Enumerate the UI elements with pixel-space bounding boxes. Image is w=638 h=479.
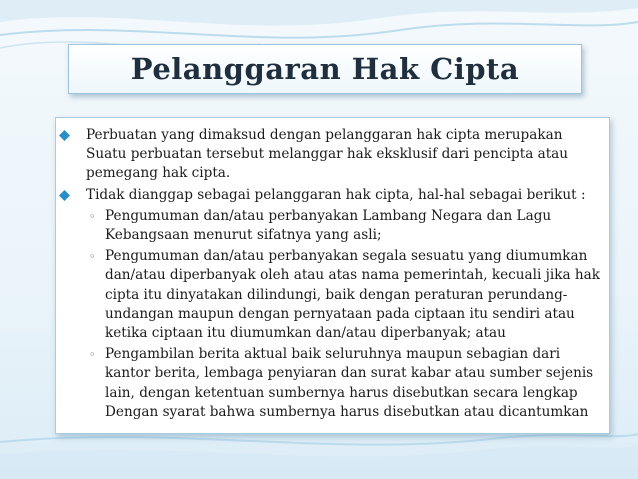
bullet-text-line: ketika ciptaan itu diumumkan dan/atau diperbanyak; atau [105, 324, 506, 341]
bullet-text-line: cipta itu dinyatakan dilindungi, baik dengan peraturan perundang- [105, 286, 568, 303]
bullet-text-line: Suatu perbuatan tersebut melanggar hak eksklusif dari pencipta atau [86, 146, 569, 163]
bullet-text-line: Tidak dianggap sebagai pelanggaran hak cipta, hal-hal sebagai berikut : [86, 186, 586, 203]
diamond-bullet-icon [59, 190, 70, 201]
bullet-text-line: Kebangsaan menurut sifatnya yang asli; [105, 226, 382, 243]
bullet-text-line: pemegang hak cipta. [86, 165, 231, 182]
bullet-text-line: dan/atau diperbanyak oleh atau atas nama pemerintah, kecuali jika hak [105, 267, 600, 284]
diamond-bullet-icon [59, 130, 70, 141]
bullet-text-line: undangan maupun dengan pernyataan pada ciptaan itu sendiri atau [105, 305, 575, 322]
bullet-text-line: kantor berita, lembaga penyiaran dan surat kabar atau sumber sejenis [105, 365, 594, 382]
bullet-text-line: Pengumuman dan/atau perbanyakan segala sesuatu yang diumumkan [105, 248, 588, 265]
bullet-text-line: Perbuatan yang dimaksud dengan pelanggaran hak cipta merupakan [86, 127, 563, 143]
circle-bullet-icon: ◦ [89, 348, 96, 362]
content-box [55, 117, 610, 434]
slide-title-box [68, 44, 582, 94]
bullet-text-line: lain, dengan ketentuan sumbernya harus disebutkan secara lengkap [105, 384, 578, 401]
bullet-text-line: Pengumuman dan/atau perbanyakan Lambang Negara dan Lagu [105, 207, 552, 224]
circle-bullet-icon: ◦ [89, 250, 96, 264]
slide-title: Pelanggaran Hak Cipta [130, 52, 520, 86]
bullet-text-line: Dengan syarat bahwa sumbernya harus disebutkan atau dicantumkan [105, 403, 589, 420]
bullet-text-line: Pengambilan berita aktual baik seluruhnya maupun sebagian dari [105, 346, 561, 363]
circle-bullet-icon: ◦ [89, 209, 96, 223]
